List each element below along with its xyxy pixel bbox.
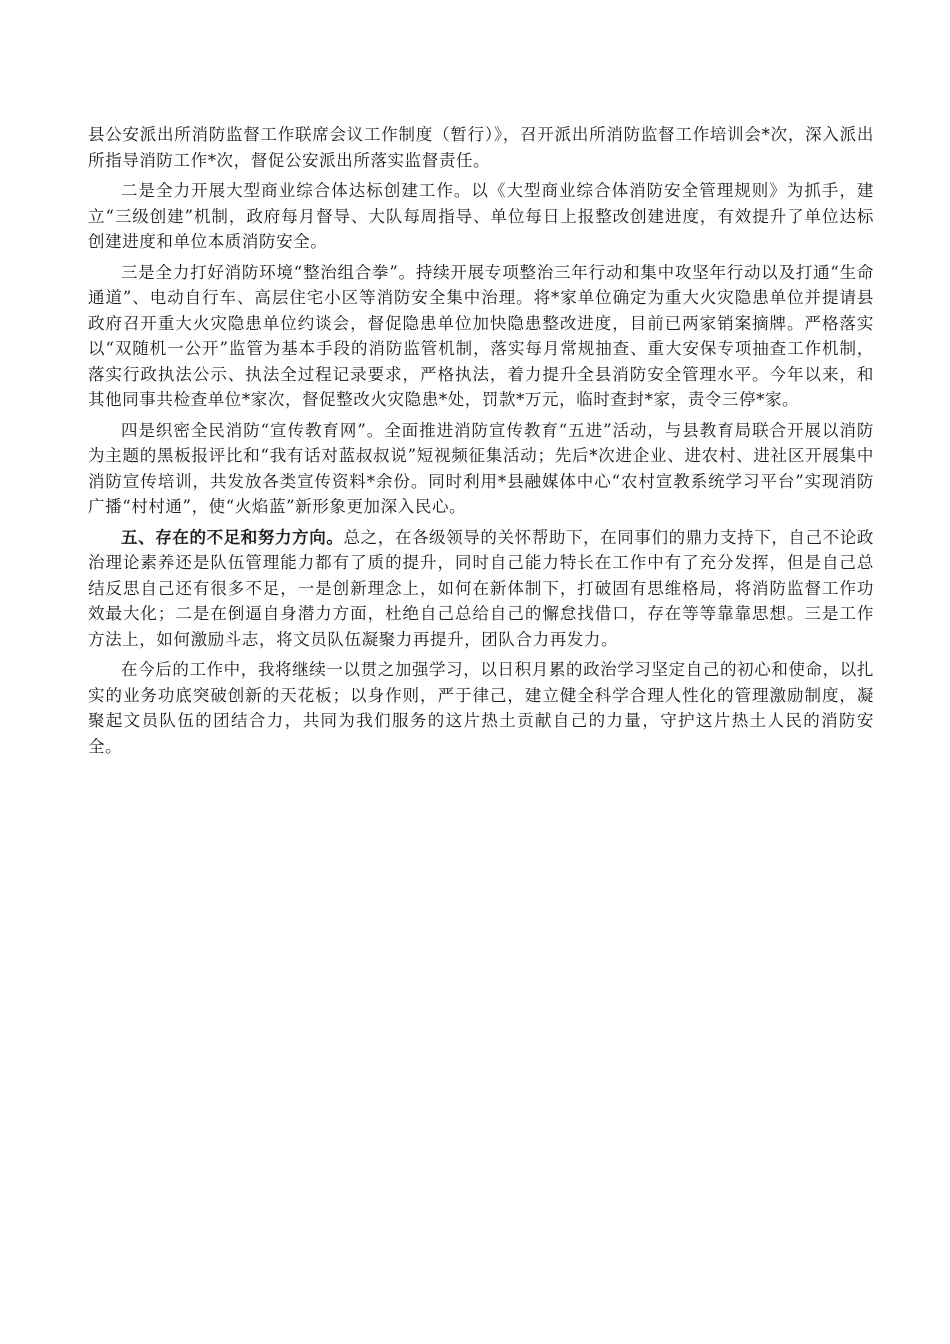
paragraph-6 [88, 657, 874, 759]
paragraph-3 [88, 260, 874, 413]
paragraph-1-text: 县公安派出所消防监督工作联席会议工作制度（暂行）》，召开派出所消防监督工作培训会*次，深入派出所指导消防工作*次，督促公安派出所落实监督责任。 [88, 125, 874, 170]
paragraph-5-text: 总之，在各级领导的关怀帮助下，在同事们的鼎力支持下，自己不论政治理论素养还是队伍管理能力都有了质的提升，同时自己能力特长在工作中有了充分发挥，但是自己总结反思自己还有很多不足，一是创新理念上，如何在新体制下，打破固有思维格局，将消防监督工作功效最大化；二是在倒逼自身潜力方面，杜绝自己总给自己的懈怠找借口，存在等等靠靠思想。三是工作方法上，如何激励斗志，将文员队伍凝聚力再提升，团队合力再发力。 [88, 527, 874, 649]
paragraph-2 [88, 178, 874, 255]
document-page [88, 122, 874, 764]
paragraph-4-text: 四是织密全民消防“宣传教育网”。全面推进消防宣传教育“五进”活动，与县教育局联合开展以消防为主题的黑板报评比和“我有话对蓝叔叔说”短视频征集活动；先后*次进企业、进农村、进社区开展集中消防宣传培训，共发放各类宣传资料*余份。同时利用*县融媒体中心“农村宣教系统学习平台”实现消防广播“村村通”，使“火焰蓝”新形象更加深入民心。 [88, 420, 874, 516]
paragraph-6-text: 在今后的工作中，我将继续一以贯之加强学习，以日积月累的政治学习坚定自己的初心和使命，以扎实的业务功底突破创新的天花板；以身作则，严于律己，建立健全科学合理人性化的管理激励制度，凝聚起文员队伍的团结合力，共同为我们服务的这片热土贡献自己的力量，守护这片热土人民的消防安全。 [88, 660, 874, 756]
paragraph-2-text: 二是全力开展大型商业综合体达标创建工作。以《大型商业综合体消防安全管理规则》为抓手，建立“三级创建”机制，政府每月督导、大队每周指导、单位每日上报整改创建进度，有效提升了单位达标创建进度和单位本质消防安全。 [88, 181, 874, 251]
paragraph-1 [88, 122, 874, 173]
paragraph-4 [88, 418, 874, 520]
paragraph-3-text: 三是全力打好消防环境“整治组合拳”。持续开展专项整治三年行动和集中攻坚年行动以及打通“生命通道”、电动自行车、高层住宅小区等消防安全集中治理。将*家单位确定为重大火灾隐患单位并提请县政府召开重大火灾隐患单位约谈会，督促隐患单位加快隐患整改进度，目前已两家销案摘牌。严格落实以“双随机一公开”监管为基本手段的消防监管机制，落实每月常规抽查、重大安保专项抽查工作机制，落实行政执法公示、执法全过程记录要求，严格执法，着力提升全县消防安全管理水平。今年以来，和其他同事共检查单位*家次，督促整改火灾隐患*处，罚款*万元，临时查封*家，责令三停*家。 [88, 262, 874, 409]
paragraph-5 [88, 525, 874, 653]
section-heading: 五、存在的不足和努力方向。 [121, 527, 344, 547]
